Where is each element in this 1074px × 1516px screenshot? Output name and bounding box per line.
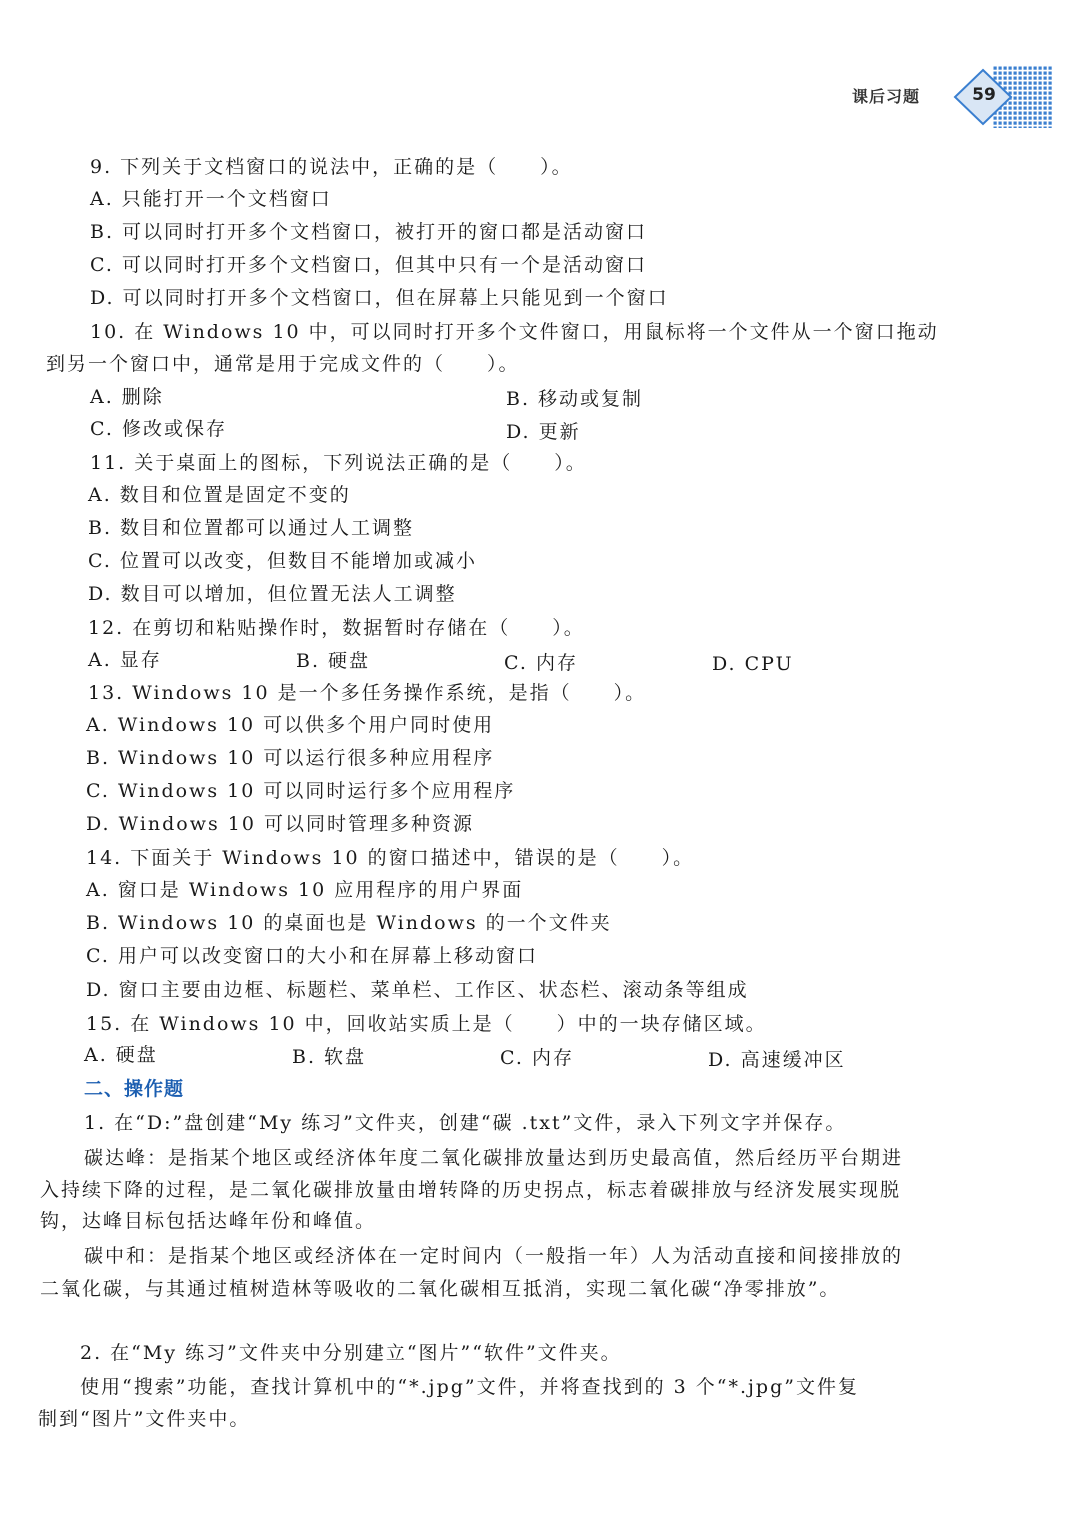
question-12-option-c: C. 内存 [504, 652, 578, 674]
question-9-option-d: D. 可以同时打开多个文档窗口，但在屏幕上只能见到一个窗口 [90, 287, 669, 309]
question-14-option-d: D. 窗口主要由边框、标题栏、菜单栏、工作区、状态栏、滚动条等组成 [86, 979, 749, 1001]
task-2-intro: 2. 在“My 练习”文件夹中分别建立“图片”“软件”文件夹。 [80, 1342, 622, 1364]
question-10-option-a: A. 删除 [90, 386, 164, 408]
question-10-option-c: C. 修改或保存 [90, 418, 227, 440]
question-10-option-d: D. 更新 [506, 421, 581, 443]
section-title: 二、操作题 [84, 1078, 185, 1100]
question-9-option-c: C. 可以同时打开多个文档窗口，但其中只有一个是活动窗口 [90, 254, 647, 276]
page-number: 59 [972, 85, 996, 105]
question-14-option-c: C. 用户可以改变窗口的大小和在屏幕上移动窗口 [86, 945, 538, 967]
question-12-option-d: D. CPU [712, 653, 794, 675]
question-15-option-c: C. 内存 [500, 1047, 574, 1069]
task-1-intro: 1. 在“D:”盘创建“My 练习”文件夹，创建“碳 .txt”文件，录入下列文字并保存。 [84, 1112, 847, 1134]
question-13-option-d: D. Windows 10 可以同时管理多种资源 [86, 813, 475, 835]
question-11-option-d: D. 数目可以增加，但位置无法人工调整 [88, 583, 457, 605]
question-11-option-a: A. 数目和位置是固定不变的 [88, 484, 351, 506]
question-14-option-b: B. Windows 10 的桌面也是 Windows 的一个文件夹 [86, 912, 612, 934]
question-11-stem: 11. 关于桌面上的图标，下列说法正确的是（ ）。 [90, 452, 587, 474]
question-10-option-b: B. 移动或复制 [506, 388, 644, 410]
question-12-option-b: B. 硬盘 [296, 650, 371, 672]
question-12-stem: 12. 在剪切和粘贴操作时，数据暂时存储在（ ）。 [88, 617, 585, 639]
question-11-option-b: B. 数目和位置都可以通过人工调整 [88, 517, 415, 539]
question-13-stem: 13. Windows 10 是一个多任务操作系统，是指（ ）。 [88, 682, 647, 704]
task-1-para2-line2: 二氧化碳，与其通过植树造林等吸收的二氧化碳相互抵消，实现二氧化碳“净零排放”。 [40, 1278, 841, 1300]
task-1-para2-line1: 碳中和：是指某个地区或经济体在一定时间内（一般指一年）人为活动直接和间接排放的 [84, 1245, 904, 1267]
question-10-stem: 10. 在 Windows 10 中，可以同时打开多个文件窗口，用鼠标将一个文件从一个窗口拖动 [90, 321, 939, 343]
question-15-option-d: D. 高速缓冲区 [708, 1049, 846, 1071]
header-title: 课后习题 [852, 87, 921, 106]
question-15-option-a: A. 硬盘 [84, 1044, 158, 1066]
question-13-option-a: A. Windows 10 可以供多个用户同时使用 [86, 714, 495, 736]
task-1-para1-line2: 入持续下降的过程，是二氧化碳排放量由增转降的历史拐点，标志着碳排放与经济发展实现脱 [40, 1179, 902, 1201]
task-2-para-line1: 使用“搜索”功能，查找计算机中的“*.jpg”文件，并将查找到的 3 个“*.jpg”文件复 [80, 1376, 859, 1398]
question-12-option-a: A. 显存 [88, 649, 162, 671]
question-10-stem-continued: 到另一个窗口中，通常是用于完成文件的（ ）。 [46, 353, 520, 375]
question-9-option-b: B. 可以同时打开多个文档窗口，被打开的窗口都是活动窗口 [90, 221, 648, 243]
question-9-option-a: A. 只能打开一个文档窗口 [90, 188, 332, 210]
question-14-option-a: A. 窗口是 Windows 10 应用程序的用户界面 [86, 879, 524, 901]
task-1-para1-line1: 碳达峰：是指某个地区或经济体年度二氧化碳排放量达到历史最高值，然后经历平台期进 [84, 1147, 904, 1169]
question-11-option-c: C. 位置可以改变，但数目不能增加或减小 [88, 550, 477, 572]
question-13-option-b: B. Windows 10 可以运行很多种应用程序 [86, 747, 495, 769]
page-badge-dots-icon [953, 66, 1053, 128]
question-13-option-c: C. Windows 10 可以同时运行多个应用程序 [86, 780, 516, 802]
task-1-para1-line3: 钩，达峰目标包括达峰年份和峰值。 [40, 1210, 377, 1232]
task-2-para-line2: 制到“图片”文件夹中。 [38, 1408, 251, 1430]
question-9-stem: 9. 下列关于文档窗口的说法中，正确的是（ ）。 [90, 156, 573, 178]
question-15-stem: 15. 在 Windows 10 中，回收站实质上是（ ）中的一块存储区域。 [86, 1013, 767, 1035]
question-15-option-b: B. 软盘 [292, 1046, 367, 1068]
question-14-stem: 14. 下面关于 Windows 10 的窗口描述中，错误的是（ ）。 [86, 847, 695, 869]
